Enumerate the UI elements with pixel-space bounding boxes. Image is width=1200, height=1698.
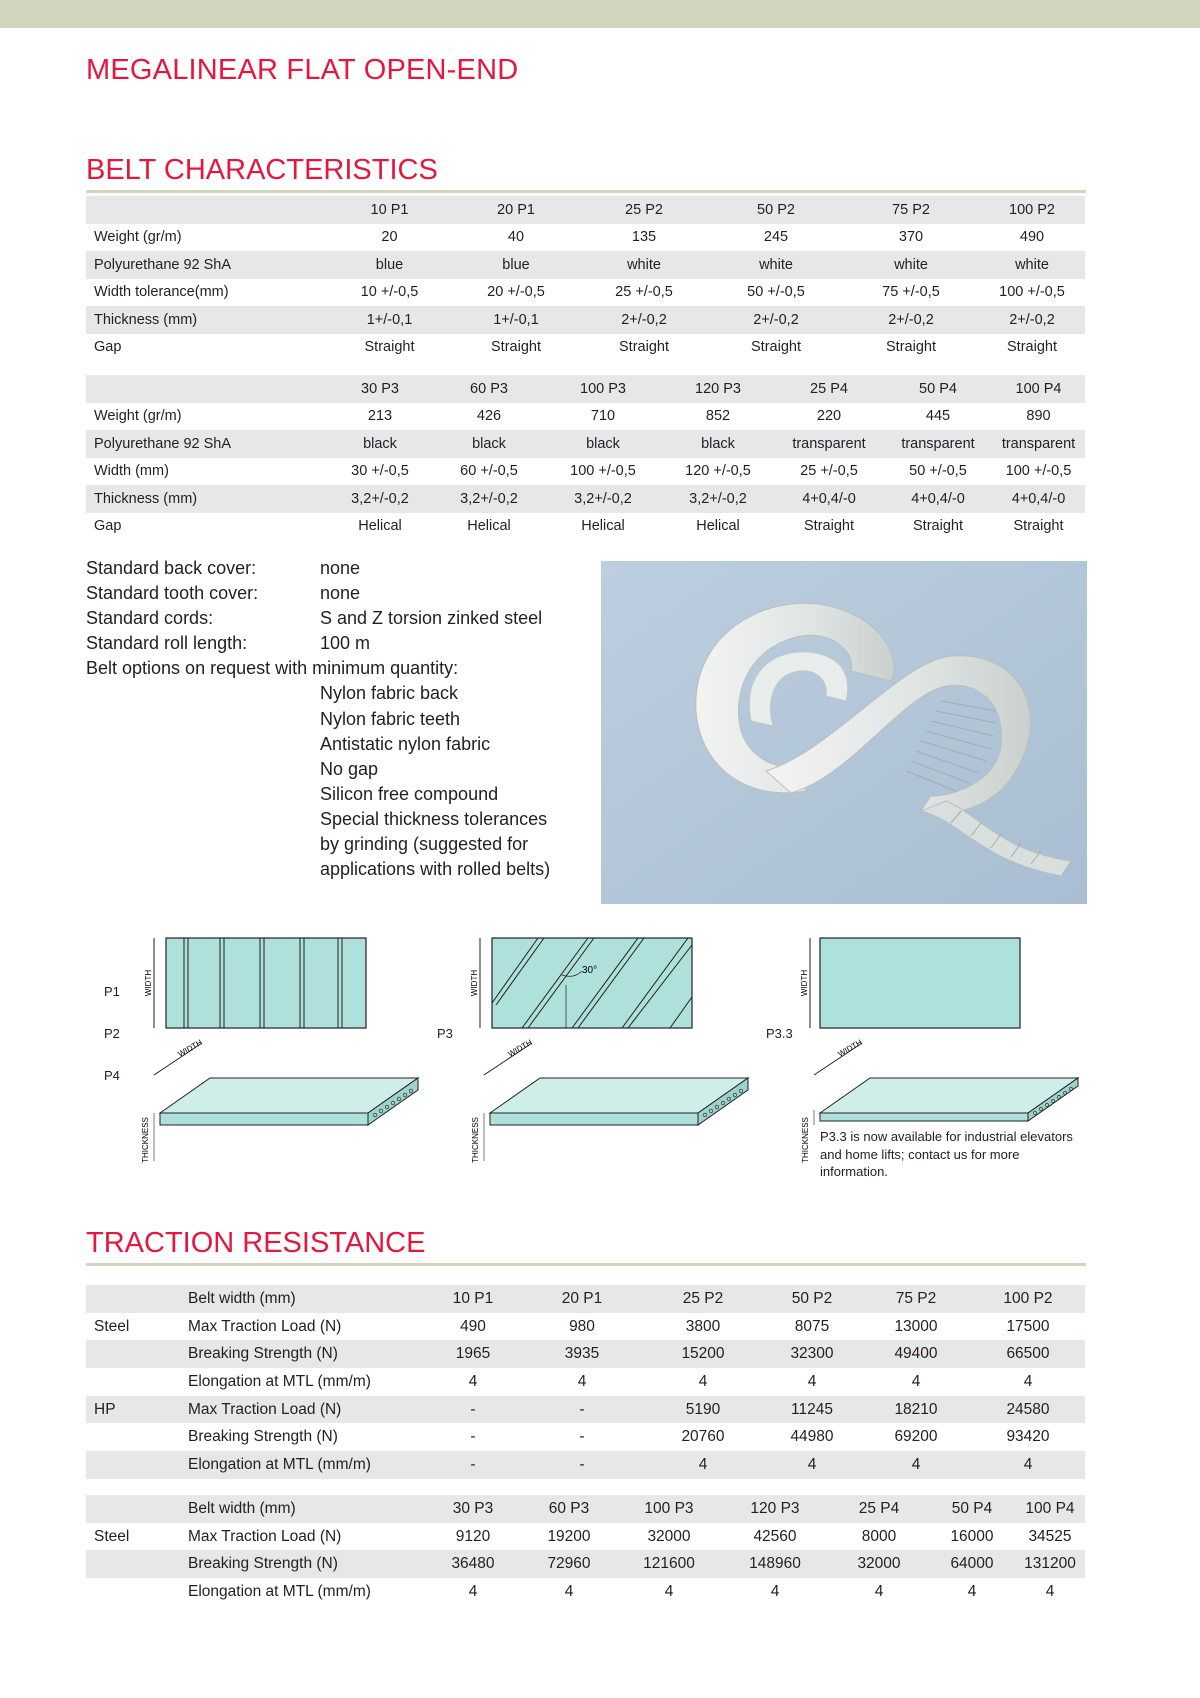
belt-diagram-straight (140, 935, 430, 1165)
table-row (86, 1550, 1085, 1578)
table-cell: Straight (913, 518, 963, 535)
spec-value: Nylon fabric back (320, 683, 459, 704)
table-cell: 100 P3 (544, 375, 662, 403)
table-row (86, 1340, 1085, 1368)
table-cell (86, 1451, 180, 1479)
table-cell: Straight (1007, 339, 1057, 356)
spec-key: Belt options on request with minimum quantity: (86, 658, 459, 679)
table-cell: black (326, 430, 434, 458)
table-cell: 20 P1 (453, 196, 579, 224)
table-cell: HP (86, 1396, 180, 1424)
table-cell: Steel (94, 1317, 130, 1335)
table-cell: 20 P1 (521, 1285, 643, 1313)
table-cell: Weight (gr/m) (94, 408, 182, 425)
table-cell: 3,2+/-0,2 (326, 485, 434, 513)
table-row (86, 224, 1085, 252)
table-cell: 8075 (794, 1317, 830, 1335)
table-cell: 5190 (643, 1396, 763, 1424)
spec-value: 100 m (320, 633, 371, 654)
table-row (86, 1423, 1085, 1451)
table-cell: 72960 (521, 1550, 617, 1578)
section-rule (86, 190, 1086, 193)
table-cell: Width tolerance(mm) (94, 284, 229, 301)
profile-label-p2: P2 (104, 1026, 120, 1041)
table-cell: 42560 (753, 1527, 797, 1545)
table-cell: white (843, 251, 979, 279)
table-cell: 11245 (763, 1396, 861, 1424)
table-cell: 64000 (929, 1550, 1015, 1578)
table-cell: 75 P2 (843, 196, 979, 224)
table-cell: Straight (619, 339, 669, 356)
table-cell: 131200 (1015, 1550, 1085, 1578)
table-cell: white (709, 251, 843, 279)
table-cell: 4 (807, 1372, 817, 1390)
thickness-label: THICKNESS (801, 1117, 810, 1163)
table-cell: 4 (911, 1372, 921, 1390)
thickness-axis (800, 1110, 814, 1166)
table-cell: 1+/-0,1 (326, 306, 453, 334)
table-cell: 980 (569, 1317, 595, 1335)
table-cell: 220 (816, 408, 842, 425)
table-header-row (86, 196, 1085, 224)
table-cell: 30 P3 (326, 375, 434, 403)
table-cell: 426 (476, 408, 502, 425)
table-cell: 25 P2 (579, 196, 709, 224)
table-cell: - (425, 1451, 521, 1479)
table-row (86, 1578, 1085, 1606)
spec-value: Antistatic nylon fabric (320, 733, 491, 754)
table-cell: 135 (631, 229, 657, 246)
section-title-traction: TRACTION RESISTANCE (86, 1227, 426, 1259)
table-cell: 4 (874, 1582, 884, 1600)
table-cell: - (521, 1451, 643, 1479)
width-label: WIDTH (470, 969, 479, 997)
table-cell: 100 P4 (1015, 1495, 1085, 1523)
table-row (86, 403, 1085, 431)
traction-table-2 (86, 1495, 1085, 1606)
table-cell: Breaking Strength (N) (188, 1428, 338, 1446)
table-cell: 44980 (790, 1428, 834, 1446)
table-cell: 8000 (861, 1527, 897, 1545)
table-cell: - (579, 1428, 585, 1446)
table-cell (86, 1550, 180, 1578)
profile-label-p3-3: P3.3 (766, 1026, 793, 1041)
table-cell: 25 P2 (643, 1285, 763, 1313)
spec-value: S and Z torsion zinked steel (320, 608, 543, 629)
table-cell: 4 (664, 1582, 674, 1600)
table-cell: black (544, 430, 662, 458)
spec-key: Standard tooth cover: (86, 583, 259, 604)
table-header-row (86, 1285, 1085, 1313)
table-cell: 4 (577, 1372, 587, 1390)
table-cell: Breaking Strength (N) (180, 1340, 425, 1368)
characteristics-table-2 (86, 375, 1085, 540)
profile-label-p3: P3 (437, 1026, 453, 1041)
table-cell: 10 +/-0,5 (360, 284, 419, 301)
table-cell: 100 +/-0,5 (999, 284, 1065, 301)
table-cell: transparent (992, 430, 1085, 458)
width-label: WIDTH (800, 969, 809, 997)
table-cell: 148960 (721, 1550, 829, 1578)
table-cell: Width (mm) (94, 463, 169, 480)
table-cell: transparent (774, 430, 884, 458)
table-header-row (86, 1495, 1085, 1523)
table-cell: 120 P3 (721, 1495, 829, 1523)
spec-value: applications with rolled belts) (320, 859, 551, 880)
table-row (86, 458, 1085, 486)
table-cell (86, 1285, 180, 1313)
spec-key: Standard back cover: (86, 558, 257, 578)
table-cell: 50 +/-0,5 (909, 463, 967, 480)
table-row (86, 485, 1085, 513)
table-cell: Polyurethane 92 ShA (86, 430, 326, 458)
belt-diagram-no-gap (800, 935, 1090, 1125)
table-cell: - (470, 1428, 476, 1446)
table-row (86, 1396, 1085, 1424)
table-cell: 4 (468, 1582, 478, 1600)
traction-table-1 (86, 1285, 1085, 1479)
table-cell: blue (453, 251, 579, 279)
width-label: WIDTH (144, 969, 153, 997)
table-row (86, 1451, 1085, 1479)
characteristics-table-1 (86, 196, 1085, 361)
spec-value: Nylon fabric teeth (320, 708, 461, 729)
table-cell: 20 (381, 229, 398, 246)
table-cell: Helical (696, 518, 740, 535)
table-cell: 490 (1019, 229, 1045, 246)
table-cell: Straight (751, 339, 801, 356)
table-cell (86, 1340, 180, 1368)
table-cell: 852 (705, 408, 731, 425)
table-cell: 60 P3 (434, 375, 544, 403)
table-cell (86, 1368, 180, 1396)
table-cell (86, 1495, 180, 1523)
spec-value: none (320, 583, 361, 604)
table-cell: 10 P1 (425, 1285, 521, 1313)
table-cell: Polyurethane 92 ShA (86, 251, 326, 279)
page-title: MEGALINEAR FLAT OPEN-END (86, 54, 519, 86)
table-cell: 50 P2 (709, 196, 843, 224)
table-cell: Helical (358, 518, 402, 535)
table-cell (86, 375, 326, 403)
table-cell: 100 P4 (992, 375, 1085, 403)
spec-value: Special thickness tolerances (320, 808, 548, 829)
profile-label-p4: P4 (104, 1068, 120, 1083)
table-cell: Elongation at MTL (mm/m) (180, 1451, 425, 1479)
table-cell: 2+/-0,2 (579, 306, 709, 334)
table-cell: 1965 (425, 1340, 521, 1368)
table-cell: Straight (804, 518, 854, 535)
thickness-label: THICKNESS (141, 1117, 150, 1163)
table-cell: Elongation at MTL (mm/m) (188, 1582, 371, 1600)
table-cell: 4 (967, 1582, 977, 1600)
section-title-characteristics: BELT CHARACTERISTICS (86, 154, 438, 186)
table-row (86, 334, 1085, 362)
table-cell: Weight (gr/m) (94, 229, 182, 246)
table-cell: 3,2+/-0,2 (434, 485, 544, 513)
table-cell: Steel (94, 1527, 130, 1545)
width-label: WIDTH (836, 1037, 864, 1059)
table-cell (86, 1578, 180, 1606)
table-cell: 120 P3 (662, 375, 774, 403)
p3-3-note: P3.3 is now available for industrial elevators and home lifts; contact us for more information. (820, 1129, 1073, 1179)
table-cell: white (979, 251, 1085, 279)
table-row (86, 251, 1085, 279)
table-cell: 3800 (685, 1317, 721, 1335)
table-cell: 1+/-0,1 (453, 306, 579, 334)
table-cell: 69200 (894, 1428, 938, 1446)
table-row (86, 1313, 1085, 1341)
table-cell: 16000 (950, 1527, 994, 1545)
table-cell: 9120 (455, 1527, 491, 1545)
table-cell: Thickness (mm) (86, 485, 326, 513)
spec-key: Standard cords: (86, 608, 214, 629)
table-cell: 40 (507, 229, 525, 246)
table-cell: 4 (770, 1582, 780, 1600)
table-cell: 4 (861, 1451, 971, 1479)
table-cell: 445 (925, 408, 951, 425)
thickness-label: THICKNESS (471, 1117, 480, 1163)
profile-label-p1: P1 (104, 984, 120, 999)
table-cell: 4 (698, 1372, 708, 1390)
table-cell: 20 +/-0,5 (487, 284, 545, 301)
table-cell: 3,2+/-0,2 (662, 485, 774, 513)
table-cell: Straight (1013, 518, 1064, 535)
table-cell: 60 P3 (521, 1495, 617, 1523)
table-cell: Straight (886, 339, 936, 356)
table-cell: 4 (564, 1582, 574, 1600)
table-cell: Helical (467, 518, 511, 535)
table-cell: 20760 (681, 1428, 725, 1446)
table-cell: white (579, 251, 709, 279)
table-row (86, 279, 1085, 307)
table-cell: 66500 (971, 1340, 1085, 1368)
table-cell: Elongation at MTL (mm/m) (188, 1372, 371, 1390)
table-cell: 370 (898, 229, 924, 246)
table-row (86, 1368, 1085, 1396)
spec-value: Silicon free compound (320, 783, 499, 804)
table-cell: black (434, 430, 544, 458)
table-cell: Straight (491, 339, 541, 356)
table-cell: 120 +/-0,5 (685, 463, 751, 480)
table-cell: 50 P4 (929, 1495, 1015, 1523)
width-label: WIDTH (506, 1037, 534, 1059)
table-cell: 17500 (1006, 1317, 1050, 1335)
table-cell: 100 P2 (979, 196, 1085, 224)
table-cell: 2+/-0,2 (843, 306, 979, 334)
table-cell: 3935 (521, 1340, 643, 1368)
table-cell: 2+/-0,2 (709, 306, 843, 334)
angle-label: 30° (582, 965, 598, 976)
table-cell: 24580 (971, 1396, 1085, 1424)
table-cell: 100 P2 (971, 1285, 1085, 1313)
table-cell: Max Traction Load (N) (180, 1396, 425, 1424)
table-cell: - (521, 1396, 643, 1424)
table-cell: blue (326, 251, 453, 279)
table-cell: 19200 (547, 1527, 591, 1545)
table-cell: 50 P4 (884, 375, 992, 403)
table-cell: 4 (643, 1451, 763, 1479)
table-cell: 25 P4 (829, 1495, 929, 1523)
belt-diagram-helical (470, 935, 760, 1165)
table-cell: 30 +/-0,5 (351, 463, 409, 480)
table-cell: Breaking Strength (N) (180, 1550, 425, 1578)
table-cell: black (662, 430, 774, 458)
table-cell: 36480 (425, 1550, 521, 1578)
table-cell: 4+0,4/-0 (992, 485, 1085, 513)
table-cell: 30 P3 (425, 1495, 521, 1523)
table-cell: 13000 (894, 1317, 938, 1335)
table-row (86, 430, 1085, 458)
spec-value: by grinding (suggested for (320, 834, 529, 855)
spec-key: Standard roll length: (86, 633, 248, 654)
table-cell: transparent (884, 430, 992, 458)
table-cell: 100 P3 (617, 1495, 721, 1523)
table-cell: 710 (590, 408, 616, 425)
table-cell: 93420 (1006, 1428, 1050, 1446)
table-cell: 490 (460, 1317, 486, 1335)
table-cell: Belt width (mm) (180, 1285, 425, 1313)
table-cell: 75 +/-0,5 (882, 284, 940, 301)
table-cell: 4+0,4/-0 (884, 485, 992, 513)
table-cell: 50 P2 (763, 1285, 861, 1313)
section-rule (86, 1263, 1086, 1266)
table-cell: 32000 (647, 1527, 691, 1545)
table-cell: - (425, 1396, 521, 1424)
table-cell: Max Traction Load (N) (188, 1317, 342, 1335)
table-cell: 25 P4 (774, 375, 884, 403)
table-cell: 25 +/-0,5 (615, 284, 673, 301)
table-cell: 121600 (617, 1550, 721, 1578)
table-cell: 2+/-0,2 (979, 306, 1085, 334)
table-row (86, 306, 1085, 334)
table-cell: 60 +/-0,5 (460, 463, 518, 480)
table-cell: 3,2+/-0,2 (544, 485, 662, 513)
table-cell: 4 (1023, 1372, 1033, 1390)
width-label: WIDTH (176, 1037, 204, 1059)
table-cell: 49400 (861, 1340, 971, 1368)
table-cell: 25 +/-0,5 (800, 463, 858, 480)
table-cell: 4 (763, 1451, 861, 1479)
spec-value: none (320, 558, 361, 578)
table-cell: 10 P1 (326, 196, 453, 224)
table-cell: 245 (763, 229, 789, 246)
table-cell (86, 1423, 180, 1451)
table-cell: Max Traction Load (N) (188, 1527, 342, 1545)
table-cell: 100 +/-0,5 (570, 463, 636, 480)
table-cell: Straight (364, 339, 415, 356)
spec-value: No gap (320, 758, 379, 779)
table-cell: Gap (94, 339, 122, 356)
table-cell: 100 +/-0,5 (1005, 463, 1072, 480)
table-cell: Belt width (mm) (180, 1495, 425, 1523)
table-header-row (86, 375, 1085, 403)
table-cell: 4 (468, 1372, 478, 1390)
table-cell: 15200 (643, 1340, 763, 1368)
table-cell: 890 (1026, 408, 1051, 425)
table-row (86, 1523, 1085, 1551)
table-cell: Thickness (mm) (86, 306, 326, 334)
table-cell: 34525 (1028, 1527, 1072, 1545)
table-cell: 4+0,4/-0 (774, 485, 884, 513)
table-cell: 4 (971, 1451, 1085, 1479)
table-cell: 32000 (829, 1550, 929, 1578)
table-cell: 18210 (861, 1396, 971, 1424)
table-cell: 32300 (763, 1340, 861, 1368)
top-color-band (0, 0, 1200, 28)
table-cell: Helical (581, 518, 625, 535)
table-row (86, 513, 1085, 541)
table-cell: 50 +/-0,5 (747, 284, 805, 301)
table-cell: 4 (1045, 1582, 1055, 1600)
table-cell (86, 196, 326, 224)
table-cell: Gap (94, 518, 122, 535)
table-cell: 213 (367, 408, 393, 425)
table-cell: 75 P2 (861, 1285, 971, 1313)
belt-roll-photo (601, 561, 1087, 904)
